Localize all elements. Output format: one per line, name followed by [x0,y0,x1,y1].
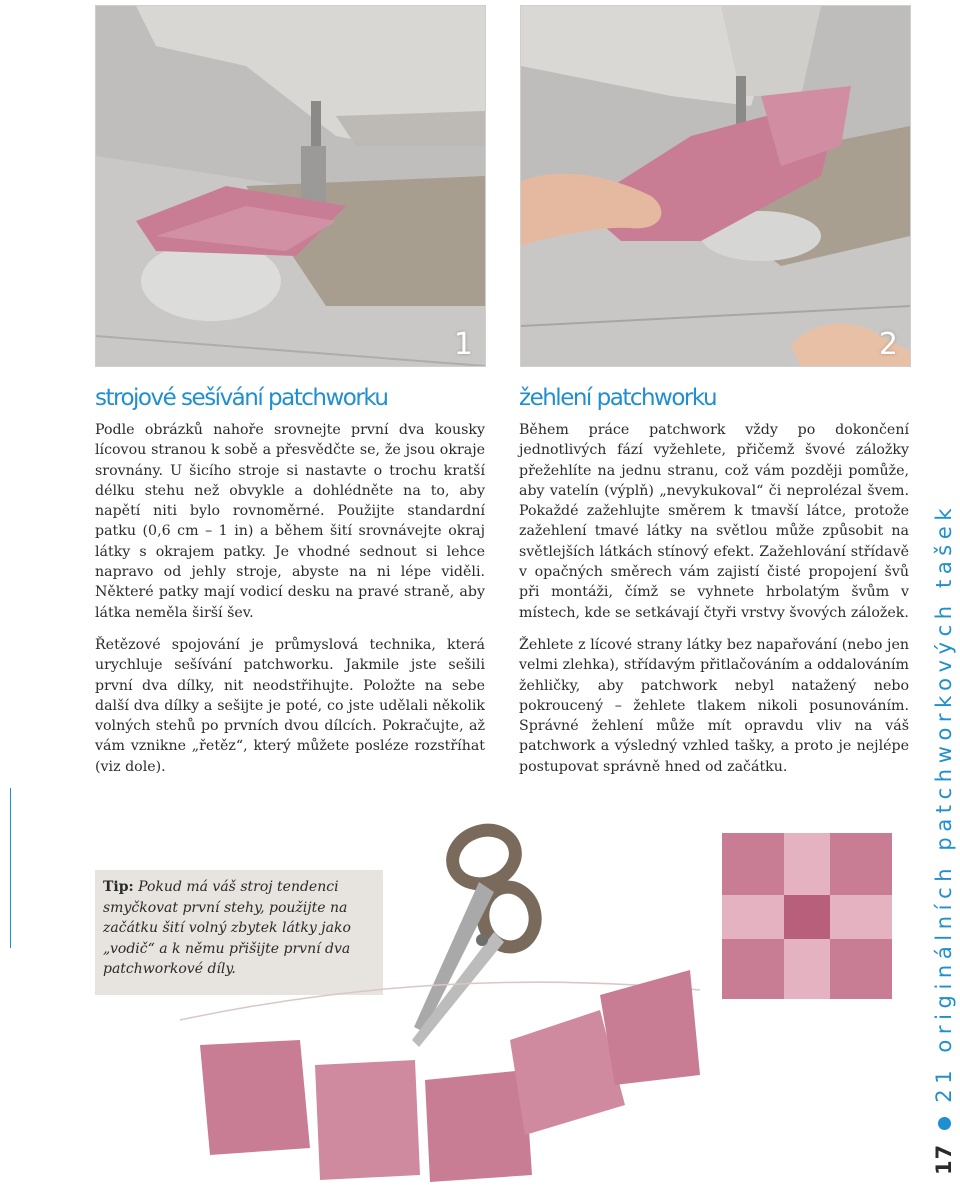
heading-pressing-patchwork: žehlení patchworku [519,385,717,411]
chain-pieced-patches-image [180,970,700,1198]
right-paragraph-2: Žehlete z lícové strany látky bez napařování (nebo jen velmi zlehka), střídavým přitlačováním a oddalováním žehličky, aby patchwork nebyl natažený nebo pokroucený – žehlete tlakem nikoli posunováním. Správné žehlení může mít opravdu vliv na váš patchwork a výsledný vzhled tašky, a proto je nejlépe postupovat správně hned od začátku. [519,636,909,775]
heading-machine-piecing: strojové sešívání patchworku [95,385,388,411]
nine-patch-block-image [722,833,892,999]
tip-text: Pokud má váš stroj tendenci smyčkovat první stehy, použijte na začátku šití volný zbytek látky jako „vodič“ a k němu přišijte první dva patchworkové díly. [103,879,351,978]
bullet-dot-icon [938,1117,951,1130]
photo-sewing-hand [520,5,911,367]
page-number: 17 [932,1143,956,1175]
patch-3 [425,1070,532,1182]
right-column-text [519,420,909,789]
photo-number-1: 1 [453,327,473,362]
tip-label: Tip: [103,879,134,895]
patch-1 [200,1040,310,1155]
page-footer-vertical [932,503,956,1175]
sewing-machine-illustration [96,6,485,366]
sewing-hand-illustration [521,6,910,366]
photo-sewing-machine [95,5,486,367]
book-title: 21 originálních patchworkových tašek [932,502,956,1103]
photo-number-2: 2 [878,327,898,362]
margin-rule [10,788,11,948]
left-column-text [95,420,485,789]
left-paragraph-2: Řetězové spojování je průmyslová technika, která urychluje sešívání patchworku. Jakmile jste sešili první dva dílky, nit neodstřihujte. Položte na sebe další dva dílky a sešijte je poté, co jste udělali několik volných stehů po prvních dvou dílcích. Pokračujte, až vám vznikne „řetěz“, který můžete posléze rozstříhat (viz dole). [95,636,485,775]
patch-2 [315,1060,420,1180]
right-paragraph-1: Během práce patchwork vždy po dokončení jednotlivých fází vyžehlete, přičemž švové záložky přežehlíte na jednu stranu, což vám později pomůže, aby vatelín (výplň) „nevykukoval“ či neprolézal švem. Pokaždé zažehlujte směrem k tmavší látce, protože zažehlení tmavé látky na světlou může způsobit na světlejších látkách stínový efekt. Zažehlování střídavě v opačných směrech vám zajistí čisté propojení švů při montáži, čímž se vyhnete hrbolatým švům v místech, kde se setkávají čtyři vrstvy švových záložek. [519,422,909,621]
patch-5 [600,970,700,1085]
left-paragraph-1: Podle obrázků nahoře srovnejte první dva kousky lícovou stranou k sobě a přesvědčte se, že jsou okraje srovnány. U šicího stroje si nastavte o trochu kratší délku stehu než obvykle a dohlédněte na to, aby napětí niti bylo rovnoměrné. Použijte standardní patku (0,6 cm – 1 in) a během šití srovnávejte okraj látky s okrajem patky. Je vhodné sednout si lehce napravo od jehly stroje, abyste na ni lépe viděli. Některé patky mají vodicí desku na pravé straně, aby látka neměla širší šev. [95,422,485,621]
